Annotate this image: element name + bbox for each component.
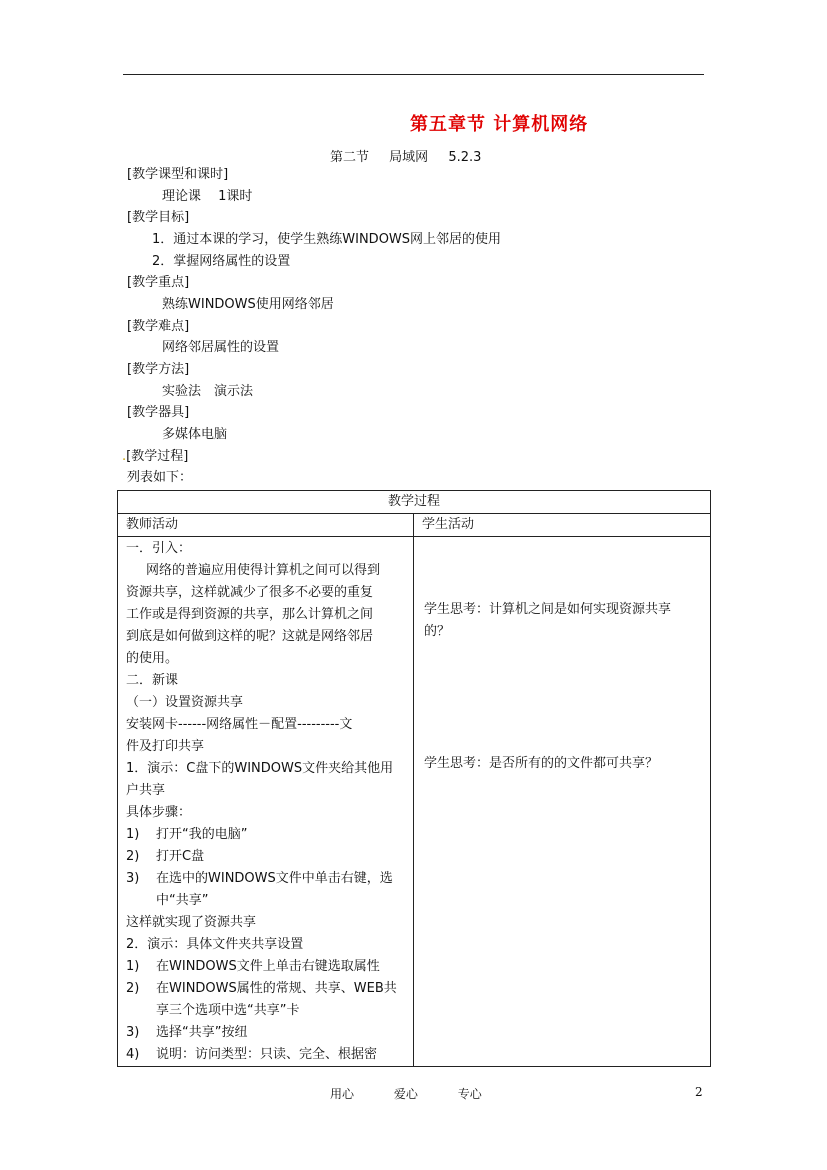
step-item: 3) 选择“共享”按纽 [126, 1025, 248, 1040]
text-line: 一．引入： [126, 541, 192, 556]
step-item: 2) 在WINDOWS属性的常规、共享、WEB共 [126, 981, 397, 996]
text-line: 网络的普遍应用使得计算机之间可以得到 [146, 563, 381, 578]
methods-value: 实验法 演示法 [162, 384, 254, 399]
heading-process-label: [教学过程] [126, 449, 189, 464]
heading-difficulties: [教学难点] [127, 319, 190, 334]
student-activity-cell [414, 537, 711, 1067]
student-question-2: 学生思考：是否所有的的文件都可共享？ [424, 756, 659, 771]
step-item: 4) 说明：访问类型：只读、完全、根据密 [126, 1047, 378, 1062]
heading-objectives: [教学目标] [127, 210, 190, 225]
text-line: 这样就实现了资源共享 [126, 915, 257, 930]
text-line: 1．演示：C盘下的WINDOWS文件夹给其他用 [126, 761, 394, 776]
column-teacher: 教师活动 [118, 514, 414, 537]
key-point-value: 熟练WINDOWS使用网络邻居 [162, 297, 334, 312]
subtitle-topic: 局域网 [389, 150, 429, 165]
objective-1: 1．通过本课的学习，使学生熟练WINDOWS网上邻居的使用 [152, 232, 502, 247]
table-column-row [118, 514, 711, 537]
page-footer [330, 1085, 518, 1102]
step-item: 1) 打开“我的电脑” [126, 827, 248, 842]
student-question-1: 学生思考：计算机之间是如何实现资源共享 的？ [424, 602, 672, 639]
text-line: 到底是如何做到这样的呢？这就是网络邻居 [126, 629, 374, 644]
text-line: 件及打印共享 [126, 739, 205, 754]
text-line: 具体步骤： [126, 805, 192, 820]
equipment-value: 多媒体电脑 [162, 427, 228, 442]
text-line: 安装网卡------网络属性－配置---------文 [126, 717, 353, 732]
heading-key-points: [教学重点] [127, 275, 190, 290]
subtitle-number: 5.2.3 [448, 150, 482, 165]
lesson-type-value: 理论课 1课时 [162, 189, 253, 204]
text-line: 工作或是得到资源的共享，那么计算机之间 [126, 607, 374, 622]
bullet-dot: . [122, 449, 127, 464]
table-row [118, 537, 711, 1067]
heading-equipment: [教学器具] [127, 405, 190, 420]
text-line: 2．演示：具体文件夹共享设置 [126, 937, 304, 952]
page-number: 2 [695, 1085, 703, 1099]
header-rule [123, 74, 704, 75]
teacher-activity-cell [118, 537, 414, 1067]
text-line: （一）设置资源共享 [126, 695, 244, 710]
subtitle-section: 第二节 [330, 150, 370, 165]
section-subtitle [330, 146, 481, 165]
table-header: 教学过程 [118, 491, 711, 514]
table-header-row [118, 491, 711, 514]
footer-text-2: 爱心 [393, 1087, 418, 1101]
heading-lesson-type: [教学课型和课时] [127, 167, 229, 182]
text-line: 的使用。 [126, 651, 179, 666]
step-item: 2) 打开C盘 [126, 849, 205, 864]
step-item: 3) 在选中的WINDOWS文件中单击右键，选 [126, 871, 393, 886]
objective-2: 2．掌握网络属性的设置 [152, 254, 291, 269]
list-intro: 列表如下： [127, 470, 193, 485]
page-title: 第五章节 计算机网络 [410, 114, 589, 135]
heading-methods: [教学方法] [127, 362, 190, 377]
heading-process [122, 448, 188, 466]
step-item-cont: 中“共享” [156, 893, 209, 908]
text-line: 二．新课 [126, 673, 179, 688]
step-item-cont: 享三个选项中选“共享”卡 [156, 1003, 300, 1018]
text-line: 资源共享，这样就减少了很多不必要的重复 [126, 585, 374, 600]
column-student: 学生活动 [414, 514, 711, 537]
footer-text-1: 用心 [330, 1087, 355, 1101]
teaching-process-table [117, 490, 711, 1067]
text-line: 户共享 [126, 783, 166, 798]
difficulty-value: 网络邻居属性的设置 [162, 340, 280, 355]
footer-text-3: 专心 [457, 1087, 482, 1101]
step-item: 1) 在WINDOWS文件上单击右键选取属性 [126, 959, 380, 974]
